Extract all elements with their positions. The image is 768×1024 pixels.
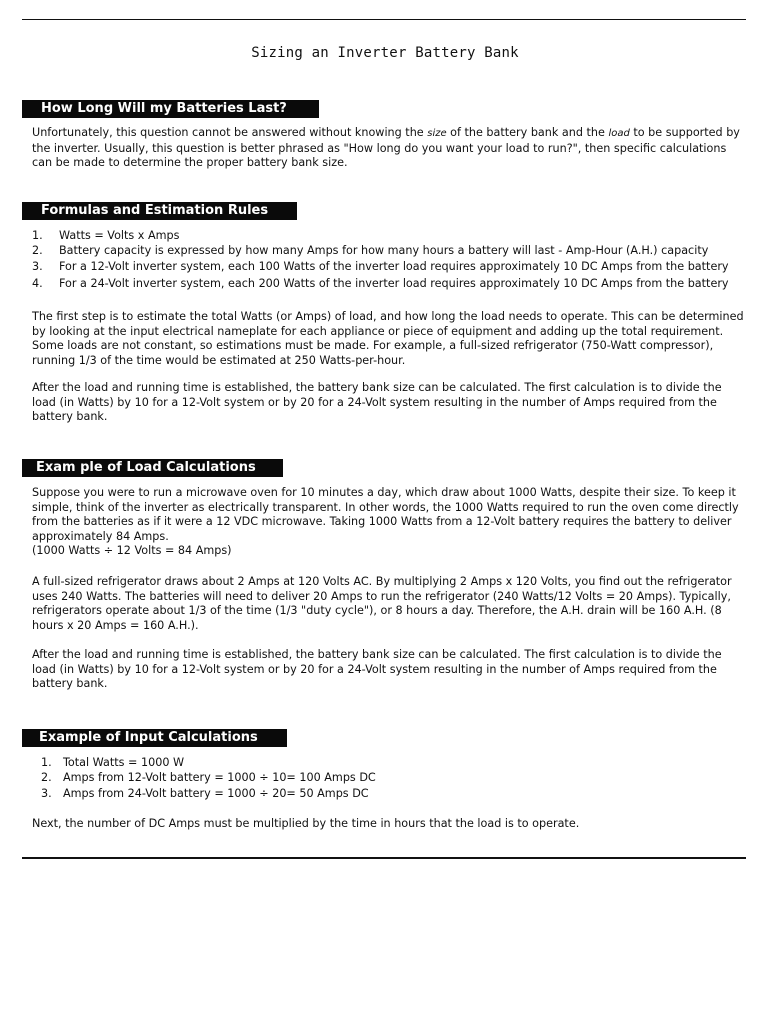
list-item: 2. Battery capacity is expressed by how many Amps for how many hours a battery will last - Amp-Hour (A.H.) capacity bbox=[32, 244, 709, 258]
list-item: 4. For a 24-Volt inverter system, each 200 Watts of the inverter load requires approximately 10 DC Amps from the battery bbox=[32, 276, 729, 290]
paragraph-next-step: Next, the number of DC Amps must be multiplied by the time in hours that the load is to operate. bbox=[32, 817, 580, 830]
paragraph-refrigerator-example: A full-sized refrigerator draws about 2 Amps at 120 Volts AC. By multiplying 2 Amps x 120 Volts, you find out the refrigerator uses 240 Watts. The batteries will need to deliver 20 Amps to run the refrigerator (240 Watts/12 Volts = 20 Amps). Typically, refrigerators operate about 1/3 of the time (1/3 "duty cycle"), or 8 hours a day. Therefore, the A.H. drain will be 160 A.H. (8 hours x 20 Amps = 160 A.H.). bbox=[32, 575, 732, 632]
list-item: 1. Watts = Volts x Amps bbox=[32, 229, 180, 242]
section-heading-battery-life: How Long Will my Batteries Last? bbox=[22, 100, 319, 118]
top-rule bbox=[22, 19, 746, 20]
document-title: Sizing an Inverter Battery Bank bbox=[251, 45, 519, 61]
microwave-calculation: (1000 Watts ÷ 12 Volts = 84 Amps) bbox=[32, 544, 232, 558]
list-item: 1. Total Watts = 1000 W bbox=[41, 756, 185, 769]
section-heading-input-example: Example of Input Calculations bbox=[22, 729, 287, 747]
section-heading-load-example: Exam ple of Load Calculations bbox=[22, 459, 283, 477]
paragraph-bank-size-repeat: After the load and running time is established, the battery bank size can be calculated. The first calculation is to divide the load (in Watts) by 10 for a 12-Volt system or by 20 for a 24-Volt system resulting in the number of Amps required from the battery bank. bbox=[32, 648, 722, 691]
paragraph-battery-life: Unfortunately, this question cannot be answered without knowing the size of the battery bank and the load to be supported by the inverter. Usually, this question is better phrased as "How long do you want your load to run?", then specific calculations can be made to determine the proper battery bank size. bbox=[32, 126, 740, 170]
list-item: 3. For a 12-Volt inverter system, each 100 Watts of the inverter load requires approximately 10 DC Amps from the battery bbox=[32, 259, 729, 273]
emphasis-load: load bbox=[608, 128, 630, 139]
formulas-list bbox=[32, 228, 746, 291]
emphasis-size: size bbox=[427, 128, 447, 139]
list-item: 3. Amps from 24-Volt battery = 1000 ÷ 20= 50 Amps DC bbox=[41, 786, 369, 800]
bottom-rule bbox=[22, 857, 746, 859]
paragraph-estimate-load: The first step is to estimate the total Watts (or Amps) of load, and how long the load needs to operate. This can be determined by looking at the input electrical nameplate for each appliance or piece of equipment and adding up the total requirement. Some loads are not constant, so estimations must be made. For example, a full-sized refrigerator (750-Watt compressor), running 1/3 of the time would be estimated at 250 Watts-per-hour. bbox=[32, 310, 744, 367]
list-item: 2. Amps from 12-Volt battery = 1000 ÷ 10= 100 Amps DC bbox=[41, 771, 376, 785]
section-heading-formulas: Formulas and Estimation Rules bbox=[22, 202, 297, 220]
input-calculations-list bbox=[32, 755, 746, 801]
paragraph-microwave-example: Suppose you were to run a microwave oven for 10 minutes a day, which draw about 1000 Watts, despite their size. To keep it simple, think of the inverter as electrically transparent. In other words, the 1000 Watts required to run the oven come directly from the batteries as if it were a 12 VDC microwave. Taking 1000 Watts from a 12-Volt battery requires the battery to deliver approximately 84 Amps. (1000 Watts ÷ 12 Volts = 84 Amps) bbox=[32, 486, 739, 558]
paragraph-bank-size: After the load and running time is established, the battery bank size can be calculated. The first calculation is to divide the load (in Watts) by 10 for a 12-Volt system or by 20 for a 24-Volt system resulting in the number of Amps required from the battery bank. bbox=[32, 381, 722, 424]
